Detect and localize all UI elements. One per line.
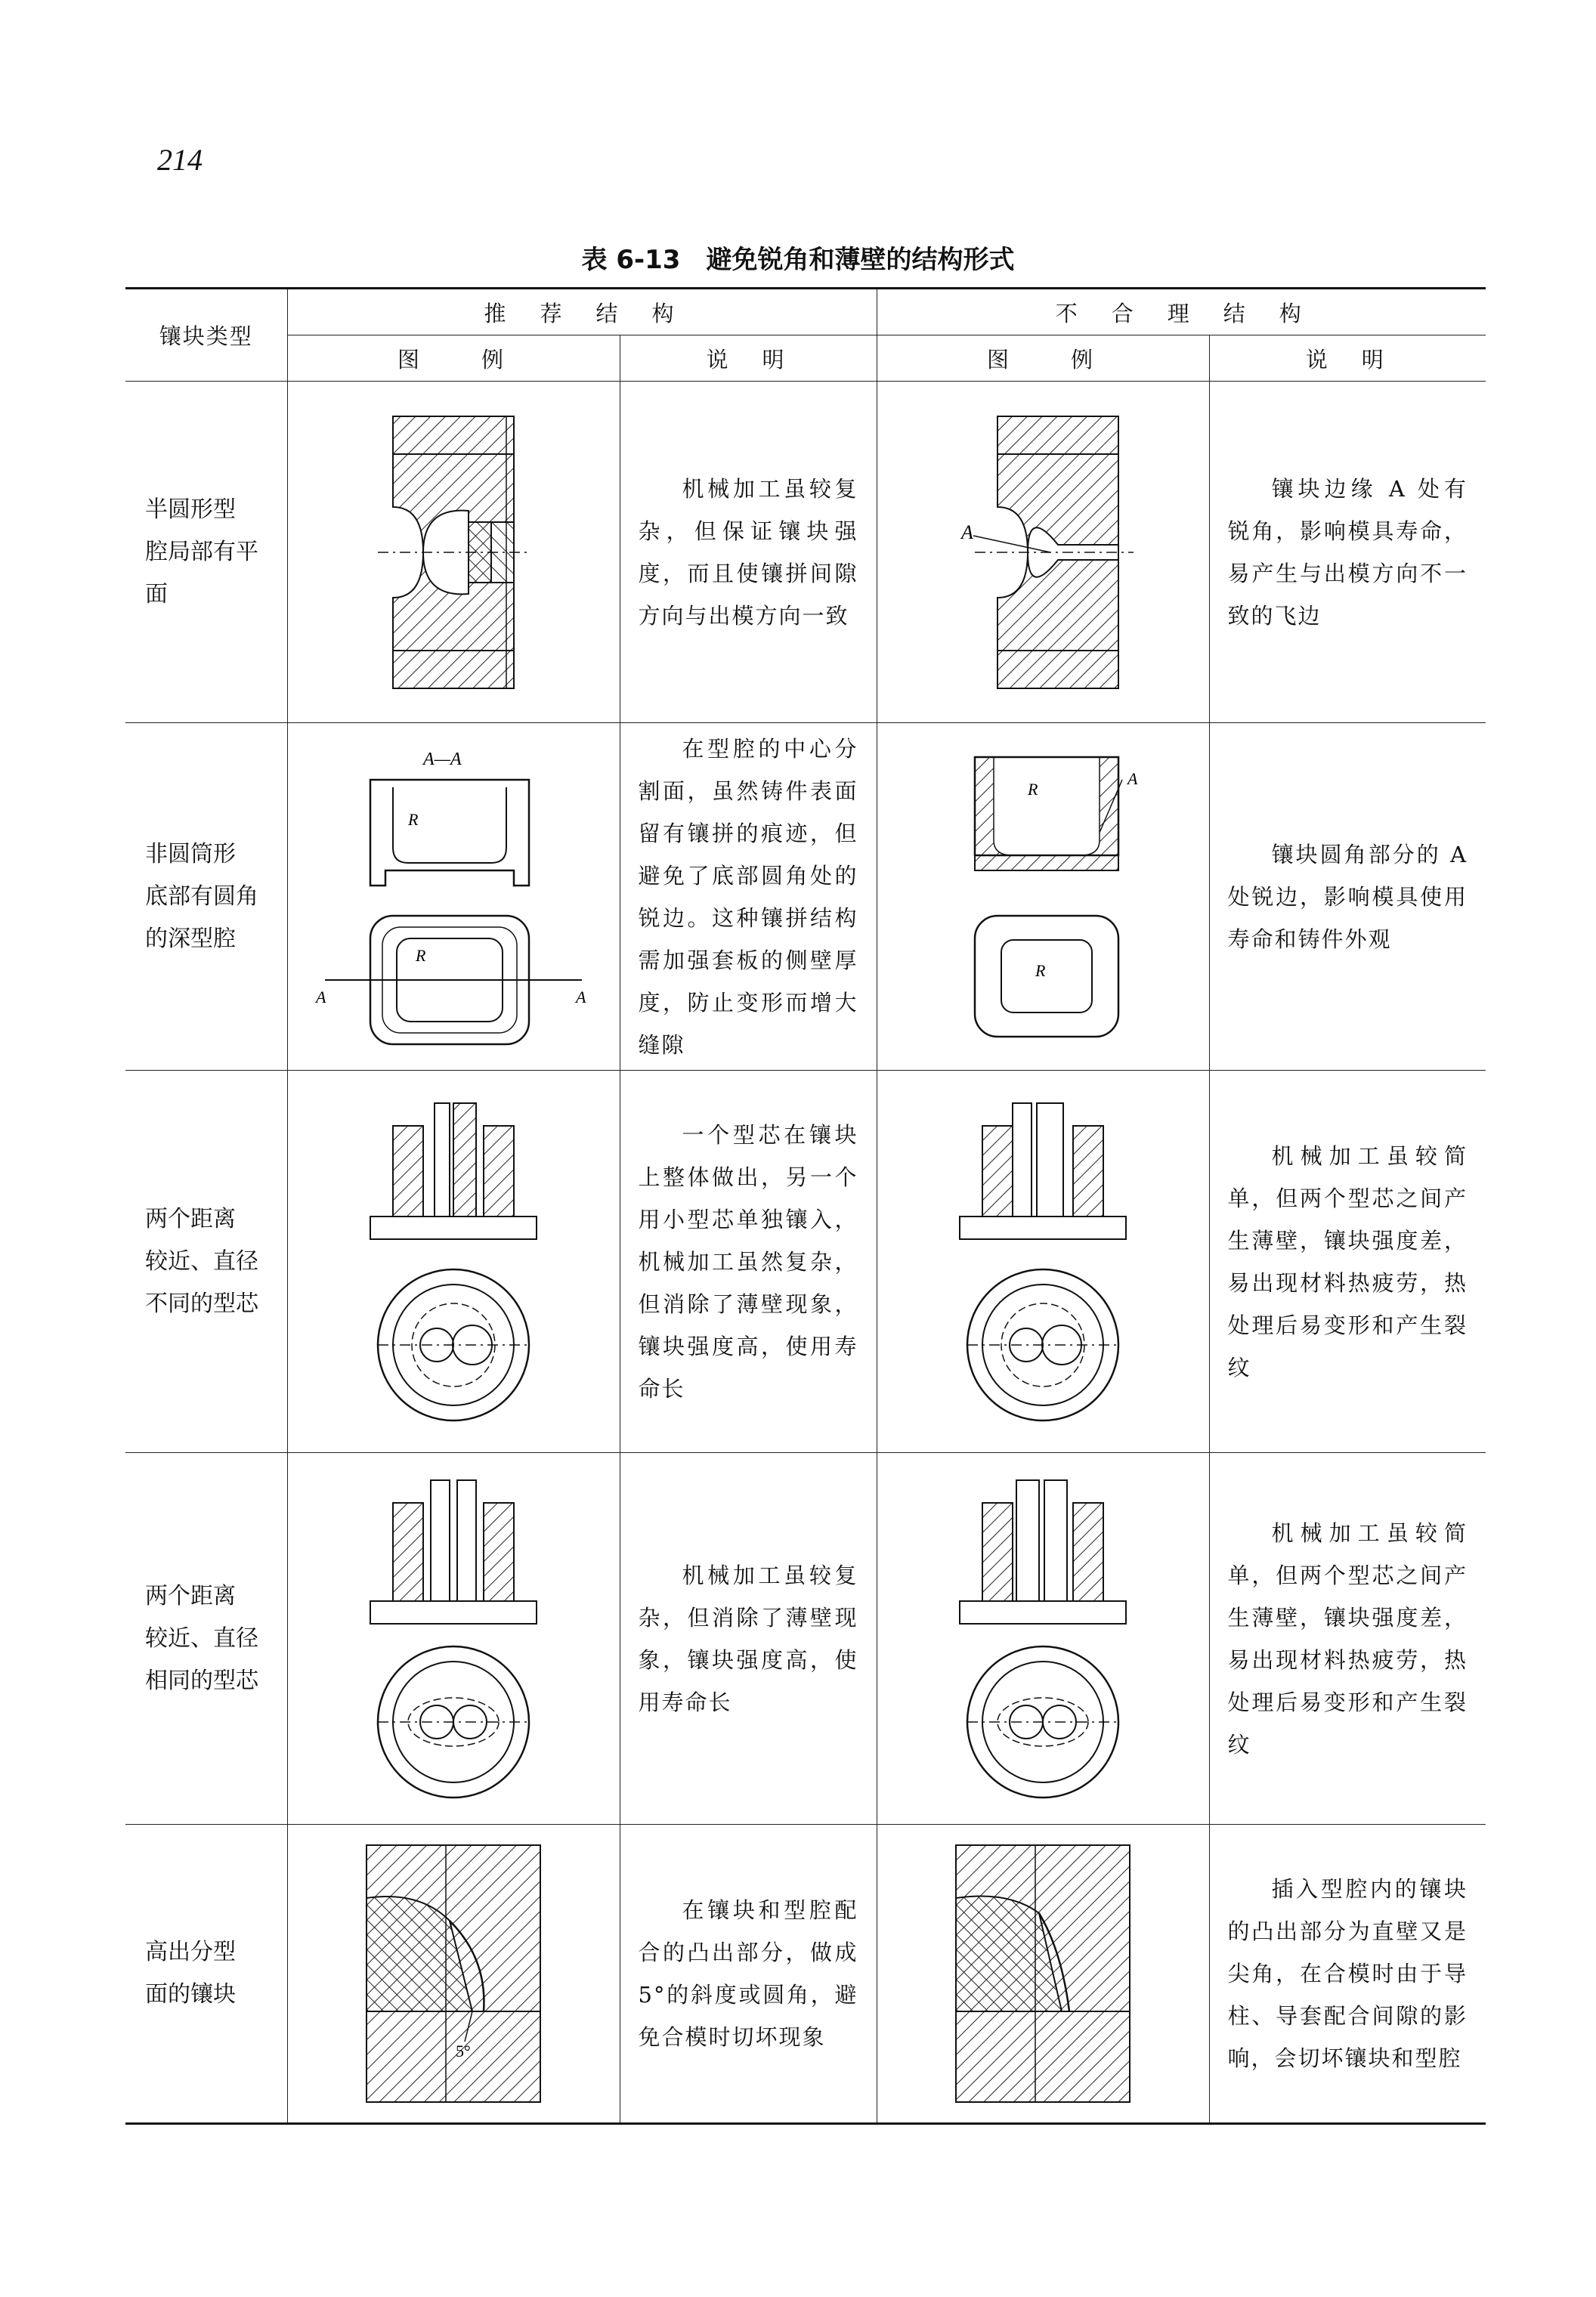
recommended-explanation: 在镶块和型腔配合的凸出部分，做成5°的斜度或圆角，避免合模时切坏现象 [620, 1825, 877, 2124]
svg-text:R: R [1035, 960, 1046, 980]
cores-different-unreasonable-drawing [952, 1096, 1134, 1428]
header-unreasonable: 不 合 理 结 构 [877, 289, 1486, 335]
deep-cavity-unreasonable-drawing [929, 742, 1156, 1052]
recommended-explanation: 机械加工虽较复杂，但保证镶块强度，而且使镶拼间隙方向与出模方向一致 [620, 382, 877, 723]
label-a: A [961, 521, 973, 543]
svg-text:A: A [576, 987, 586, 1006]
unreasonable-figure [877, 723, 1209, 1071]
table-row [125, 1071, 1486, 1453]
header-insert-type: 镶块类型 [125, 289, 287, 382]
insert-type-cell: 高出分型 面的镶块 [145, 1939, 236, 2008]
header-recommended: 推 荐 结 构 [287, 289, 877, 335]
page-number: 214 [157, 143, 203, 177]
svg-text:A: A [316, 987, 326, 1006]
cores-different-recommended-drawing [363, 1096, 544, 1428]
insert-type-cell: 非圆筒形 底部有圆角 的深型腔 [145, 840, 258, 952]
svg-text:R: R [408, 809, 419, 829]
table-row [125, 1453, 1486, 1825]
table-row [125, 382, 1486, 723]
unreasonable-explanation: 镶块圆角部分的 A 处锐边，影响模具使用寿命和铸件外观 [1209, 723, 1486, 1071]
table-caption: 表 6-13 避免锐角和薄壁的结构形式 [581, 245, 1015, 275]
unreasonable-explanation: 机械加工虽较简单，但两个型芯之间产生薄壁，镶块强度差，易出现材料热疲劳，热处理后易变形和产生裂纹 [1209, 1453, 1486, 1825]
cores-same-recommended-drawing [363, 1473, 544, 1805]
angle-label: 5° [456, 2042, 471, 2060]
structure-table [125, 287, 1486, 2125]
recommended-explanation: 在型腔的中心分割面，虽然铸件表面留有镶拼的痕迹，但避免了底部圆角处的锐边。这种镶拼结构需加强套板的侧壁厚度，防止变形而增大缝隙 [620, 723, 877, 1071]
unreasonable-explanation: 插入型腔内的镶块的凸出部分为直壁又是尖角，在合模时由于导柱、导套配合间隙的影响，会切坏镶块和型腔 [1209, 1825, 1486, 2124]
raised-insert-unreasonable-drawing [948, 1838, 1137, 2110]
recommended-explanation: 机械加工虽较复杂，但消除了薄壁现象，镶块强度高，使用寿命长 [620, 1453, 877, 1825]
unreasonable-figure [877, 382, 1209, 723]
recommended-explanation: 一个型芯在镶块上整体做出，另一个用小型芯单独镶入，机械加工虽然复杂，但消除了薄壁现象，镶块强度高，使用寿命长 [620, 1071, 877, 1453]
recommended-figure [287, 1453, 620, 1825]
header-bad-figure: 图 例 [877, 335, 1209, 382]
table-row [125, 1825, 1486, 2124]
recommended-figure [287, 382, 620, 723]
unreasonable-explanation: 机械加工虽较简单，但两个型芯之间产生薄壁，镶块强度差，易出现材料热疲劳，热处理后易变形和产生裂纹 [1209, 1071, 1486, 1453]
unreasonable-figure [877, 1071, 1209, 1453]
recommended-figure [287, 723, 620, 1071]
unreasonable-figure [877, 1453, 1209, 1825]
unreasonable-explanation: 镶块边缘 A 处有锐角，影响模具寿命，易产生与出模方向不一致的飞边 [1209, 382, 1486, 723]
insert-type-cell: 两个距离 较近、直径 相同的型芯 [145, 1582, 258, 1694]
insert-type-cell: 两个距离 较近、直径 不同的型芯 [145, 1205, 258, 1317]
svg-text:R: R [416, 945, 426, 965]
header-rec-figure: 图 例 [287, 335, 620, 382]
recommended-figure [287, 1825, 620, 2124]
insert-type-cell: 半圆形型 腔局部有平 面 [145, 496, 258, 607]
unreasonable-figure [877, 1825, 1209, 2124]
half-circle-recommended-drawing [378, 409, 529, 696]
raised-insert-recommended-drawing [359, 1838, 548, 2110]
svg-text:R: R [1028, 779, 1038, 799]
svg-text:A: A [1127, 768, 1138, 788]
section-label: A—A [423, 749, 462, 769]
header-rec-explanation: 说 明 [620, 335, 877, 382]
deep-cavity-recommended-drawing [310, 742, 597, 1052]
cores-same-unreasonable-drawing [952, 1473, 1134, 1805]
recommended-figure [287, 1071, 620, 1453]
half-circle-unreasonable-drawing [945, 409, 1141, 696]
table-row [125, 723, 1486, 1071]
header-bad-explanation: 说 明 [1209, 335, 1486, 382]
